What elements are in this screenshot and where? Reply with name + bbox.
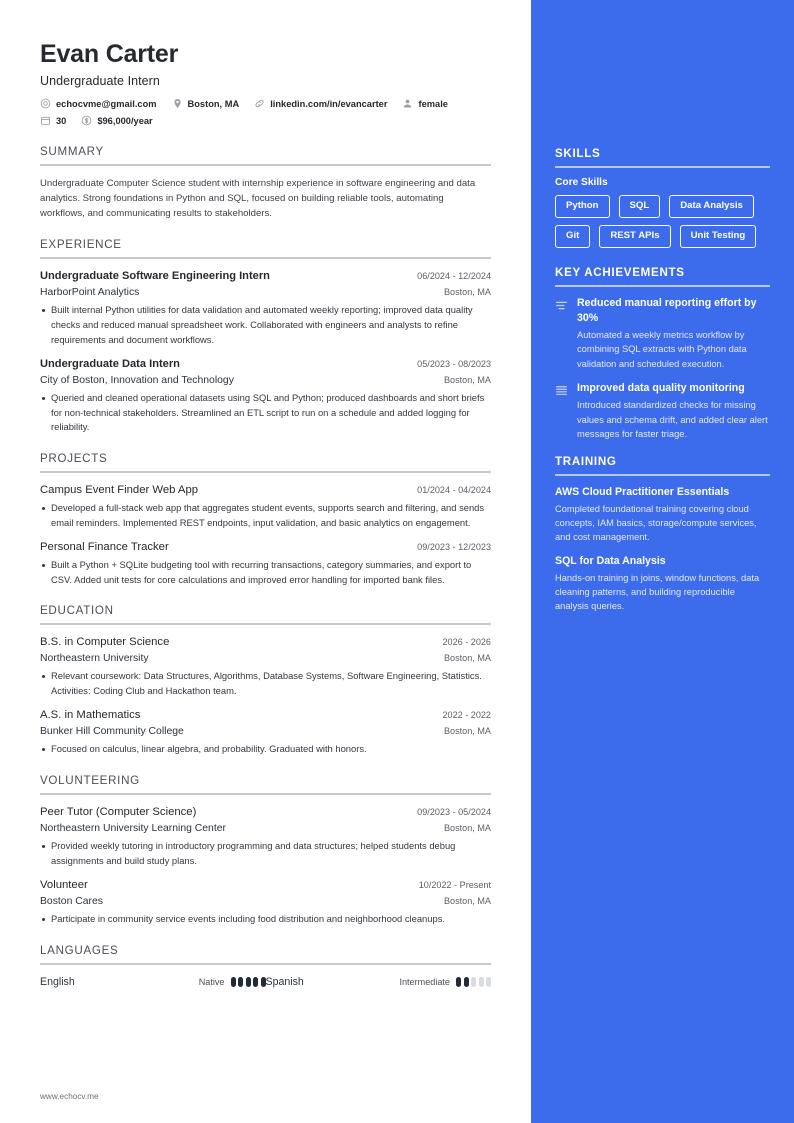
job-organization: City of Boston, Innovation and Technology [40, 375, 234, 387]
volunteer-bullets [40, 912, 491, 927]
volunteer-location: Boston, MA [443, 823, 491, 834]
sidebar-section-achievements [555, 266, 770, 441]
languages-list [40, 976, 491, 988]
bullet-item: Participate in community service events including food distribution and neighborhood cleanups. [40, 912, 491, 927]
volunteering-entry [40, 877, 491, 927]
person-icon [402, 98, 413, 109]
language-name: Spanish [265, 975, 304, 988]
list-lines-icon [555, 381, 568, 441]
skill-chip: SQL [619, 195, 661, 218]
contact-age [40, 114, 66, 128]
job-title: Undergraduate Software Engineering Intern [40, 270, 270, 283]
project-entry [40, 539, 491, 587]
link-icon [254, 98, 265, 109]
achievement-body [577, 296, 770, 371]
sidebar [531, 0, 794, 1123]
sidebar-section-training [555, 455, 770, 613]
entry-org-line [40, 820, 491, 836]
language-level: Native [198, 976, 225, 987]
section-divider [40, 257, 491, 259]
sidebar-section-skills [555, 0, 770, 248]
contact-salary [81, 114, 152, 128]
job-location: Boston, MA [443, 375, 491, 386]
bullet-item: Built a Python + SQLite budgeting tool with recurring transactions, category summaries, and export to CSV. Added unit tests for core calculations and improved error handling for imported bank files. [40, 558, 491, 587]
contact-linkedin[interactable] [254, 97, 387, 111]
education-bullets [40, 742, 491, 757]
contact-info [40, 97, 491, 128]
achievement-description: Automated a weekly metrics workflow by combining SQL extracts with Python data validation and scheduled execution. [577, 330, 747, 369]
rating-dot [253, 977, 258, 987]
school-location: Boston, MA [443, 726, 491, 737]
achievement-title: Reduced manual reporting effort by 30% [577, 297, 757, 324]
volunteer-role: Volunteer [40, 879, 88, 892]
language-name: English [40, 975, 75, 988]
entry-org-line [40, 284, 491, 300]
section-languages [40, 944, 491, 988]
rating-dot [238, 977, 243, 987]
section-heading-languages: LANGUAGES [40, 943, 119, 957]
section-heading-projects: PROJECTS [40, 451, 108, 465]
rating-dot [471, 977, 476, 987]
job-dates: 05/2023 - 08/2023 [417, 359, 491, 370]
language-item-english [40, 976, 266, 988]
skill-chip: Python [555, 195, 610, 218]
education-bullets [40, 669, 491, 698]
project-title: Campus Event Finder Web App [40, 483, 199, 496]
entry-title-line [40, 804, 491, 820]
section-education [40, 604, 491, 757]
rating-dot [479, 977, 484, 987]
sidebar-heading-achievements: KEY ACHIEVEMENTS [555, 266, 685, 279]
section-divider [40, 164, 491, 166]
rating-dot [456, 977, 461, 987]
entry-title-line [40, 707, 491, 723]
achievement-description: Introduced standardized checks for missing values and schema drift, and added clear alert messages for faster triage. [577, 400, 768, 439]
achievement-item [555, 296, 770, 371]
volunteering-entry [40, 804, 491, 868]
section-heading-volunteering: VOLUNTEERING [40, 774, 140, 788]
volunteer-dates: 10/2022 - Present [418, 880, 491, 891]
job-title: Undergraduate Data Intern [40, 358, 180, 371]
contact-salary-text: $96,000/year [97, 115, 153, 126]
contact-row-2 [40, 114, 491, 128]
section-divider [40, 623, 491, 625]
location-pin-icon [172, 98, 183, 109]
school-name: Bunker Hill Community College [40, 726, 184, 738]
email-icon [40, 98, 51, 109]
education-entry [40, 707, 491, 757]
entry-title-line [40, 482, 491, 498]
project-title: Personal Finance Tracker [40, 541, 169, 554]
degree-dates: 2022 - 2022 [442, 710, 491, 721]
entry-org-line [40, 893, 491, 909]
job-location: Boston, MA [443, 287, 491, 298]
project-dates: 09/2023 - 12/2023 [417, 542, 491, 553]
training-item [555, 554, 770, 613]
sidebar-divider [555, 285, 770, 287]
section-projects [40, 452, 491, 587]
volunteer-organization: Boston Cares [40, 896, 103, 908]
section-experience [40, 238, 491, 435]
training-item [555, 485, 770, 544]
volunteer-organization: Northeastern University Learning Center [40, 823, 226, 835]
rating-dot [246, 977, 251, 987]
bullet-item: Developed a full-stack web app that aggregates student events, supports search and filtering, and sends email reminders. Implemented REST endpoints, input validation, and basic analytics on engagement. [40, 501, 491, 530]
job-organization: HarborPoint Analytics [40, 287, 140, 299]
footer-website[interactable]: www.echocv.me [40, 1092, 99, 1101]
section-heading-education: EDUCATION [40, 604, 114, 618]
training-title: SQL for Data Analysis [555, 555, 666, 568]
language-level: Intermediate [399, 976, 450, 987]
skill-chip: REST APIs [599, 225, 670, 248]
sidebar-heading-training: TRAINING [555, 455, 617, 468]
project-bullets [40, 501, 491, 530]
education-entry [40, 634, 491, 698]
entry-title-line [40, 268, 491, 284]
job-dates: 06/2024 - 12/2024 [417, 271, 491, 282]
header-block [40, 40, 491, 128]
contact-gender [402, 97, 447, 111]
entry-title-line [40, 877, 491, 893]
contact-row-1 [40, 97, 491, 111]
section-heading-summary: SUMMARY [40, 144, 104, 158]
candidate-job-title: Undergraduate Intern [40, 73, 160, 88]
volunteer-dates: 09/2023 - 05/2024 [417, 807, 491, 818]
volunteer-role: Peer Tutor (Computer Science) [40, 806, 197, 819]
rating-dot [486, 977, 491, 987]
school-location: Boston, MA [443, 653, 491, 664]
section-heading-experience: EXPERIENCE [40, 238, 122, 252]
experience-entry [40, 356, 491, 435]
calendar-icon [40, 115, 51, 126]
skill-chip: Unit Testing [680, 225, 757, 248]
bullet-item: Relevant coursework: Data Structures, Algorithms, Database Systems, Software Engineering, Statistics. Activities: Coding Club and Hackathon team. [40, 669, 491, 698]
contact-location-text: Boston, MA [187, 98, 240, 109]
sidebar-divider [555, 166, 770, 168]
language-rating-dots [231, 977, 266, 987]
language-item-spanish [266, 976, 492, 988]
project-dates: 01/2024 - 04/2024 [417, 484, 491, 495]
entry-org-line [40, 723, 491, 739]
entry-org-line [40, 650, 491, 666]
skills-group-label: Core Skills [555, 177, 608, 188]
rating-dot [464, 977, 469, 987]
project-entry [40, 482, 491, 530]
entry-title-line [40, 634, 491, 650]
section-volunteering [40, 774, 491, 927]
dollar-circle-icon [81, 115, 92, 126]
contact-gender-text: female [418, 98, 448, 109]
contact-linkedin-text: linkedin.com/in/evancarter [270, 98, 388, 109]
experience-entry [40, 268, 491, 347]
sidebar-heading-skills: SKILLS [555, 147, 601, 160]
degree-title: B.S. in Computer Science [40, 636, 170, 649]
achievement-item [555, 381, 770, 441]
section-divider [40, 793, 491, 795]
school-name: Northeastern University [40, 653, 149, 665]
sidebar-divider [555, 474, 770, 476]
achievement-title: Improved data quality monitoring [577, 381, 745, 394]
contact-email[interactable] [40, 97, 157, 111]
bullet-item: Provided weekly tutoring in introductory programming and data structures; helped students debug assignments and build study plans. [40, 839, 491, 868]
training-description: Completed foundational training covering cloud concepts, IAM basics, storage/compute services, and cost management. [555, 503, 757, 542]
contact-age-text: 30 [56, 115, 67, 126]
entry-title-line [40, 356, 491, 372]
entry-title-line [40, 539, 491, 555]
summary-text: Undergraduate Computer Science student with internship experience in software engineering and data analytics. Strong foundations in Python and SQL, focused on building reliable tools, automating workflows, and communicating results to stakeholders. [40, 177, 476, 220]
bullet-item: Queried and cleaned operational datasets using SQL and Python; produced dashboards and short briefs for non-technical stakeholders. Streamlined an ETL script to run on a schedule and added logging for reliability. [40, 391, 491, 435]
degree-dates: 2026 - 2026 [442, 637, 491, 648]
text-align-left-icon [555, 296, 568, 371]
rating-dot [231, 977, 236, 987]
training-description: Hands-on training in joins, window functions, data cleaning patterns, and building reproducible analysis queries. [555, 572, 760, 612]
section-divider [40, 471, 491, 473]
job-bullets [40, 303, 491, 347]
training-title: AWS Cloud Practitioner Essentials [555, 486, 730, 498]
volunteer-bullets [40, 839, 491, 868]
degree-title: A.S. in Mathematics [40, 709, 141, 722]
skill-chip: Git [555, 225, 590, 248]
section-summary [40, 145, 491, 222]
candidate-name: Evan Carter [40, 40, 179, 68]
bullet-item: Focused on calculus, linear algebra, and probability. Graduated with honors. [40, 742, 491, 757]
skill-chip: Data Analysis [669, 195, 754, 218]
entry-org-line [40, 372, 491, 388]
job-bullets [40, 391, 491, 435]
language-rating-dots [456, 977, 491, 987]
contact-email-text: echocvme@gmail.com [56, 98, 157, 109]
contact-location [172, 97, 240, 111]
achievement-body [577, 381, 770, 441]
section-divider [40, 963, 491, 965]
volunteer-location: Boston, MA [443, 896, 491, 907]
bullet-item: Built internal Python utilities for data validation and automated weekly reporting; improved data quality checks and reduced manual spreadsheet work. Collaborated with engineers and analysts to refine requirements and document workflows. [40, 303, 491, 347]
skill-chip-list [555, 195, 770, 248]
project-bullets [40, 558, 491, 587]
